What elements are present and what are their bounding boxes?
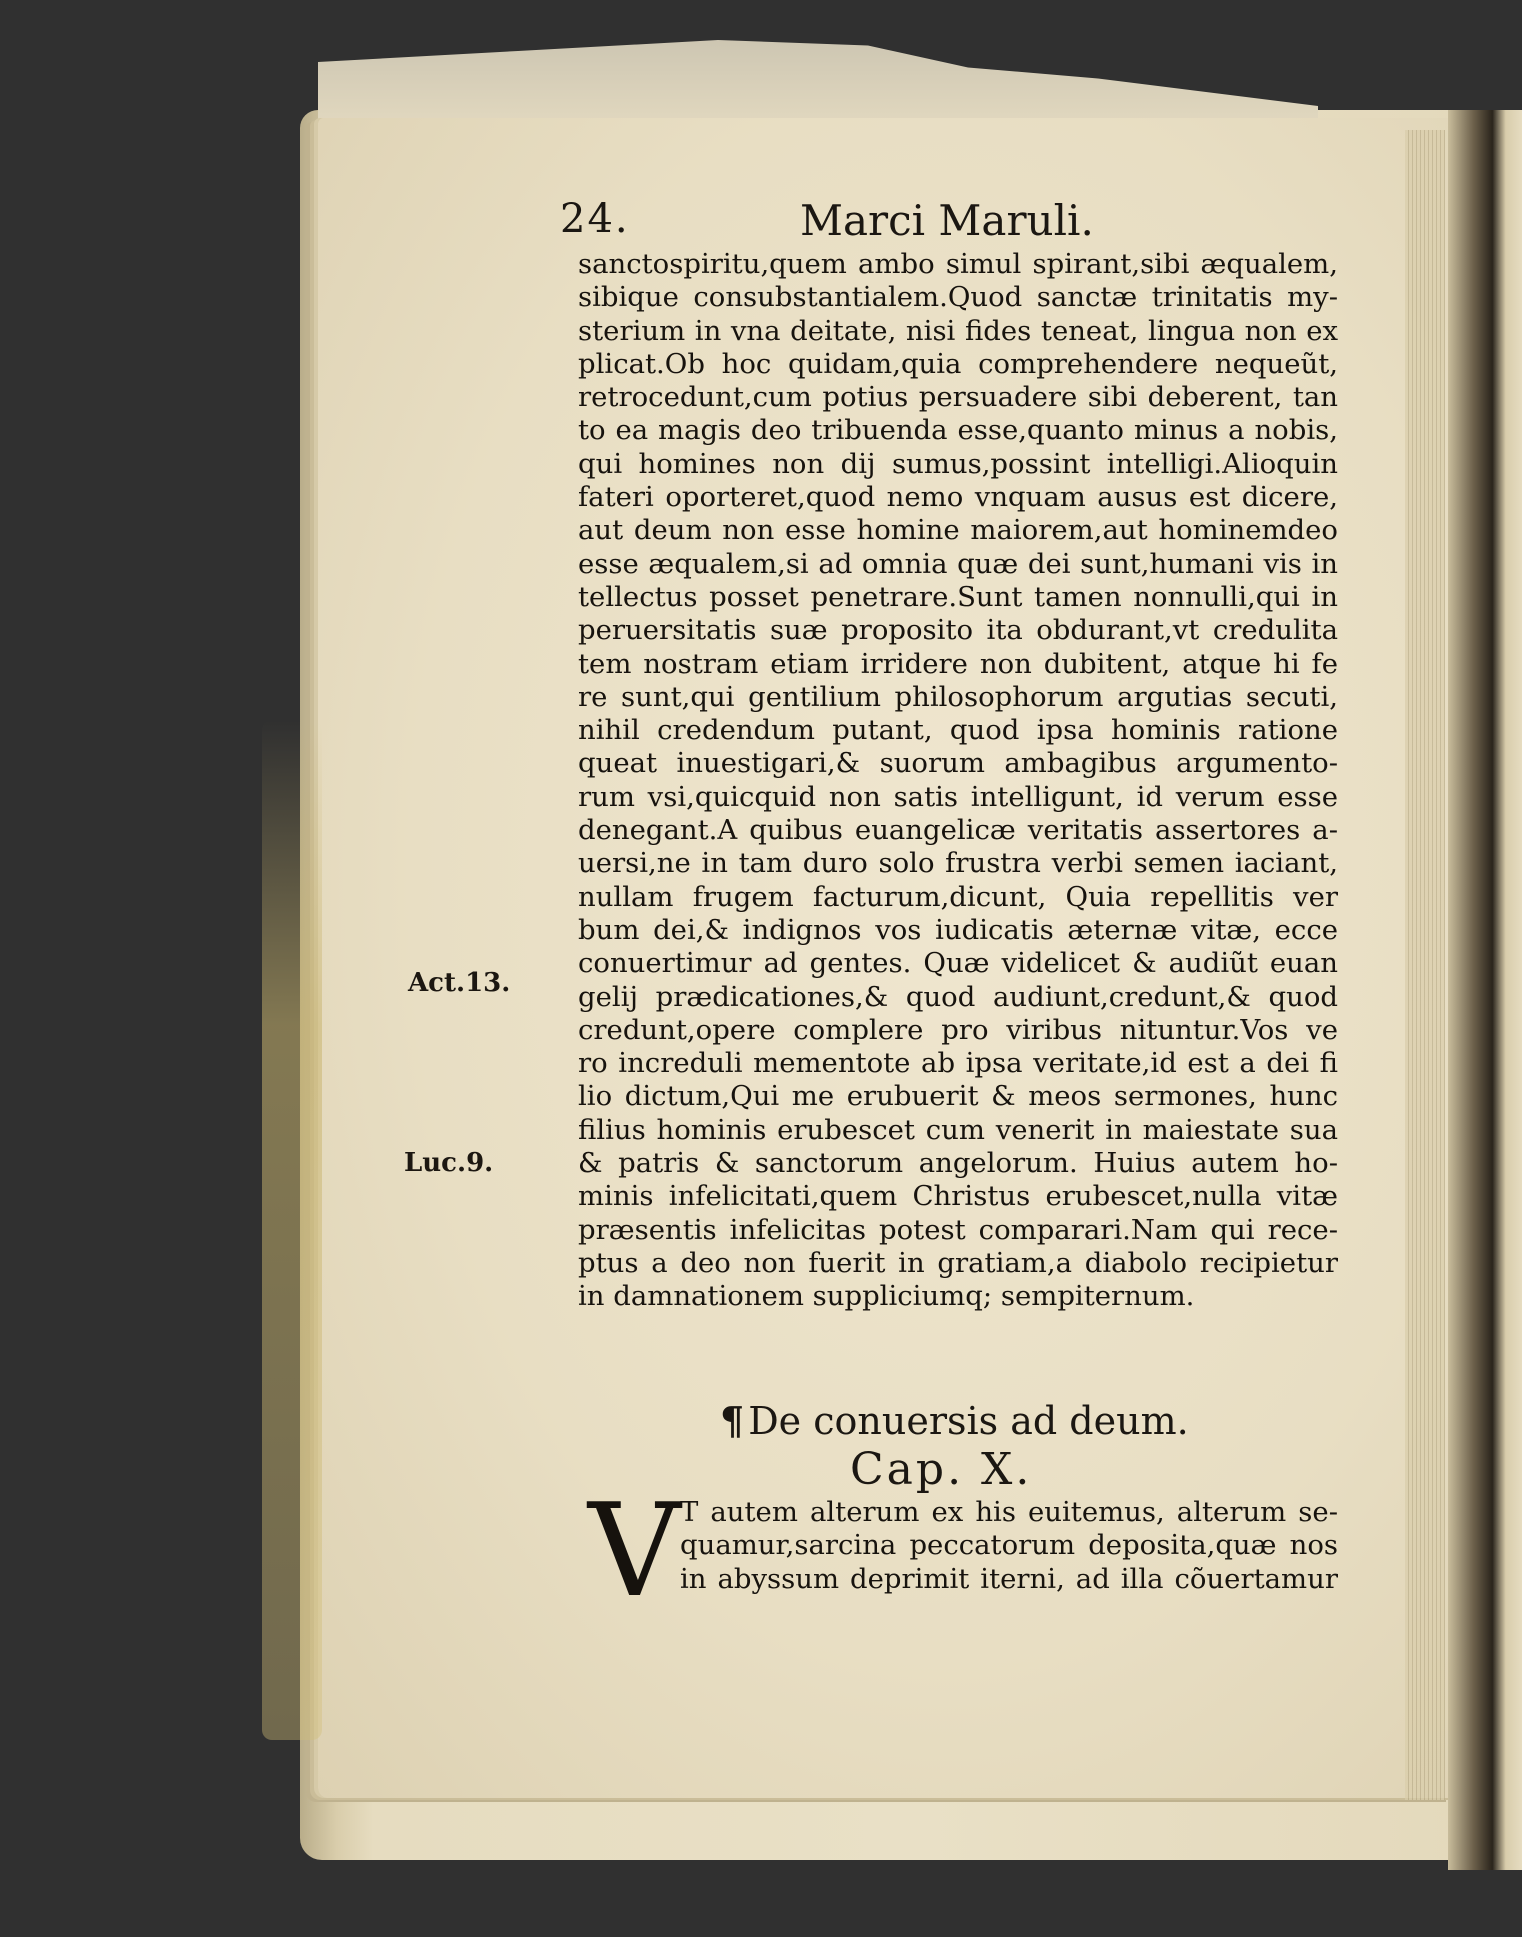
text-line: queat inuestigari,& suorum ambagibus argumento- [578,747,1338,780]
text-line: quamur,sarcina peccatorum deposita,quæ nos [680,1529,1338,1562]
text-line: fateri oporteret,quod nemo vnquam ausus est dicere, [578,481,1338,514]
text-line: sanctospiritu,quem ambo simul spirant,sibi æqualem, [578,248,1338,280]
chapter-title-text: De conuersis ad deum. [748,1399,1189,1443]
text-line: in abyssum deprimit iterni, ad illa cõuertamur [680,1562,1338,1595]
text-line: denegant.A quibus euangelicæ veritatis assertores a- [578,814,1338,847]
pilcrow-icon: ¶ [720,1398,745,1443]
water-stain [262,720,322,1740]
text-line: T autem alterum ex his euitemus, alterum se- [680,1496,1338,1528]
text-line: esse æqualem,si ad omnia quæ dei sunt,humani vis in [578,547,1338,580]
book-gutter [1448,110,1522,1870]
text-line: nullam frugem facturum,dicunt, Quia repellitis ver [578,880,1338,913]
folio-number: 24. [560,196,630,242]
chapter-opening-text [680,1496,1338,1596]
text-line: to ea magis deo tribuenda esse,quanto minus a nobis, [578,414,1338,447]
text-line: sterium in vna deitate, nisi fides teneat, lingua non ex [578,314,1338,347]
text-line: plicat.Ob hoc quidam,quia comprehendere nequeũt, [578,347,1338,380]
text-line: gelij prædicationes,& quod audiunt,credunt,& quod [578,980,1338,1013]
text-line: re sunt,qui gentilium philosophorum argutias secuti, [578,680,1338,713]
chapter-number: Cap. X. [850,1444,1033,1495]
text-line: ptus a deo non fuerit in gratiam,a diabolo recipietur [578,1246,1338,1279]
text-line: peruersitatis suæ proposito ita obdurant,vt credulita [578,614,1338,647]
text-line: qui homines non dij sumus,possint intelligi.Alioquin [578,447,1338,480]
text-line: & patris & sanctorum angelorum. Huius autem ho- [578,1147,1338,1180]
text-line: credunt,opere complere pro viribus nituntur.Vos ve [578,1013,1338,1046]
text-line: tellectus posset penetrare.Sunt tamen nonnulli,qui in [578,580,1338,613]
page-edges [1405,130,1445,1800]
margin-note-acts: Act.13. [408,968,511,998]
text-line: filius hominis erubescet cum venerit in maiestate sua [578,1113,1338,1146]
chapter-title [720,1398,1189,1443]
text-line: lio dictum,Qui me erubuerit & meos sermones, hunc [578,1080,1338,1113]
text-line: sibique consubstantialem.Quod sanctæ trinitatis my- [578,281,1338,314]
text-line: nihil credendum putant, quod ipsa hominis ratione [578,714,1338,747]
body-text [578,248,1338,1314]
running-title: Marci Maruli. [800,196,1094,245]
text-line: retrocedunt,cum potius persuadere sibi deberent, tan [578,381,1338,414]
text-line: præsentis infelicitas potest comparari.Nam qui rece- [578,1213,1338,1246]
text-line: uersi,ne in tam duro solo frustra verbi semen iaciant, [578,847,1338,880]
text-line: bum dei,& indignos vos iudicatis æternæ vitæ, ecce [578,913,1338,946]
text-line: tem nostram etiam irridere non dubitent, atque hi fe [578,647,1338,680]
margin-note-luke: Luc.9. [404,1148,494,1178]
text-line: rum vsi,quicquid non satis intelligunt, id verum esse [578,780,1338,813]
running-head [560,196,1180,246]
drop-capital: V [588,1477,681,1626]
text-line: aut deum non esse homine maiorem,aut hominemdeo [578,514,1338,547]
text-line: ro increduli mementote ab ipsa veritate,id est a dei fi [578,1047,1338,1080]
text-line: minis infelicitati,quem Christus erubescet,nulla vitæ [578,1180,1338,1213]
text-line: conuertimur ad gentes. Quæ videlicet & audiũt euan [578,947,1338,980]
text-line: in damnationem suppliciumq; sempiternum. [578,1280,1195,1313]
